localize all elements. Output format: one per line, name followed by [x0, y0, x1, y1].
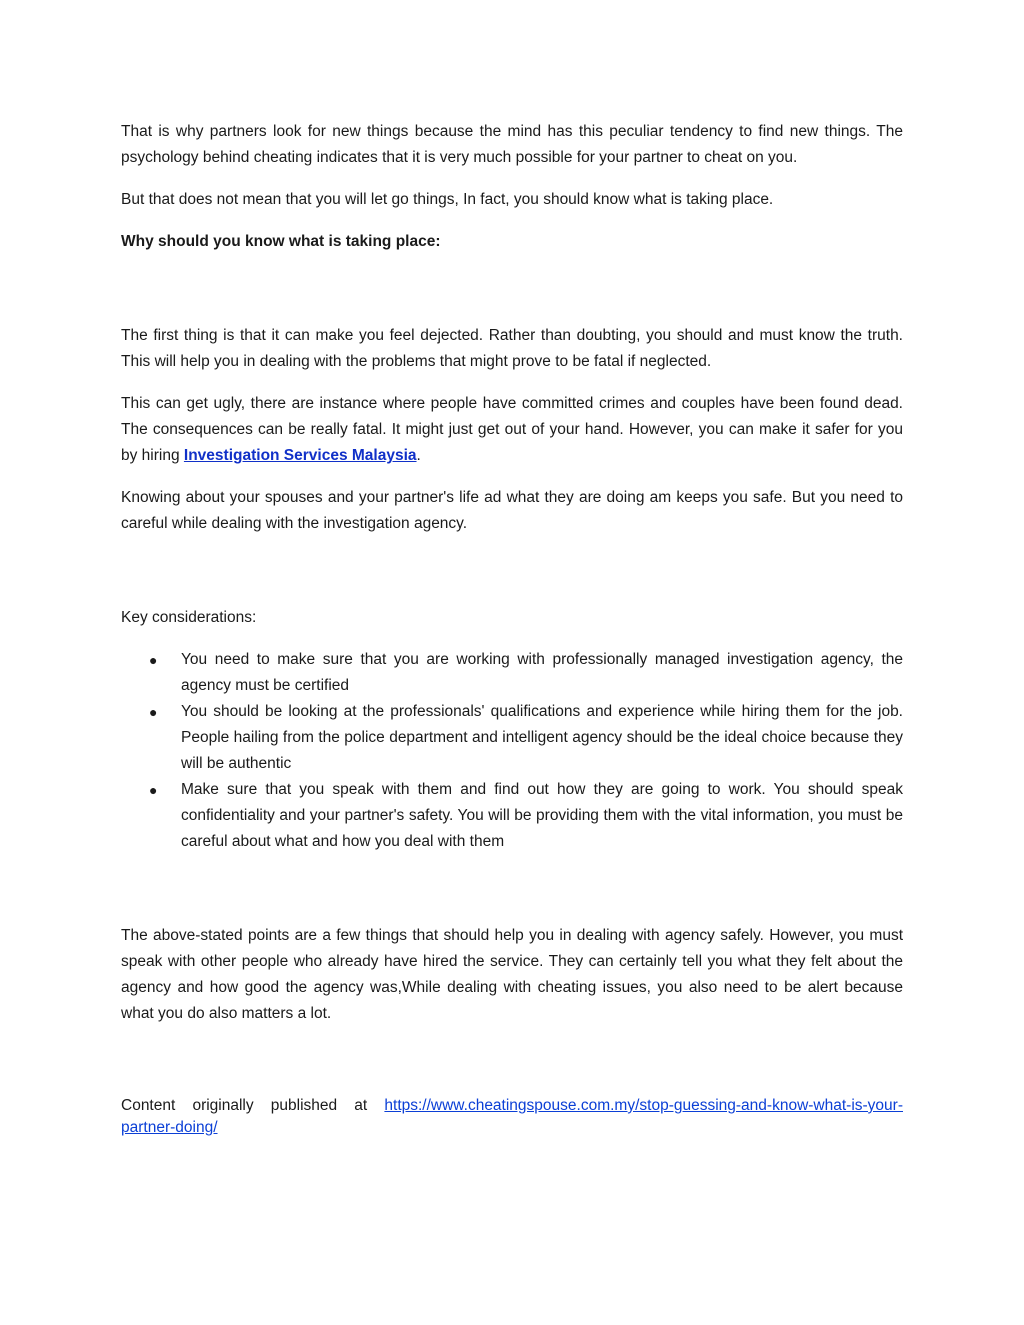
source-prefix: Content originally published at [121, 1097, 385, 1114]
paragraph-above-stated: The above-stated points are a few things that should help you in dealing with agency safely. However, you must speak with other people who already have hired the service. They can certainly tell you what they felt about the agency and how good the agency was,While dealing with cheating issues, you also need to be alert because what you do also matters a lot. [121, 927, 903, 1022]
bullet-icon: ● [149, 652, 158, 668]
section-heading: Why should you know what is taking place: [121, 233, 441, 250]
paragraph-partners: That is why partners look for new things because the mind has this peculiar tendency to find new things. The psychology behind cheating indicates that it is very much possible for your partner to cheat on you. [121, 123, 903, 166]
paragraph-ugly [121, 391, 903, 469]
list-item-text: Make sure that you speak with them and find out how they are going to work. You should speak confidentiality and your partner's safety. You will be providing them with the vital information, you must be careful about what and how you deal with them [181, 781, 903, 850]
document-page [121, 119, 903, 1139]
paragraph-ugly-end: . [416, 447, 421, 464]
paragraph-ugly-text: This can get ugly, there are instance where people have committed crimes and couples have been found dead. The consequences can be really fatal. It might just get out of your hand. However, you can make it safer for you by hiring [121, 395, 903, 464]
investigation-services-link[interactable]: Investigation Services Malaysia [183, 447, 417, 464]
list-item [121, 699, 903, 777]
paragraph-let-go: But that does not mean that you will let go things, In fact, you should know what is taking place. [121, 191, 774, 208]
list-item [121, 777, 903, 855]
paragraph-dejected: The first thing is that it can make you feel dejected. Rather than doubting, you should and must know the truth. This will help you in dealing with the problems that might prove to be fatal if neglected. [121, 327, 903, 370]
bullet-icon: ● [149, 782, 158, 798]
list-item-text: You should be looking at the professionals' qualifications and experience while hiring them for the job. People hailing from the police department and intelligent agency should be the ideal choice because they will be authentic [181, 703, 903, 772]
considerations-list [121, 647, 903, 855]
source-url-link[interactable]: https://www.cheatingspouse.com.my/stop-guessing-and-know-what-is-your-partner-doing/ [121, 1097, 903, 1136]
list-item [121, 647, 903, 699]
source-line [121, 1095, 903, 1139]
key-considerations-title: Key considerations: [121, 609, 257, 626]
bullet-icon: ● [149, 704, 158, 720]
list-item-text: You need to make sure that you are working with professionally managed investigation agency, the agency must be certified [181, 651, 903, 694]
paragraph-knowing: Knowing about your spouses and your partner's life ad what they are doing am keeps you safe. But you need to careful while dealing with the investigation agency. [121, 489, 903, 532]
